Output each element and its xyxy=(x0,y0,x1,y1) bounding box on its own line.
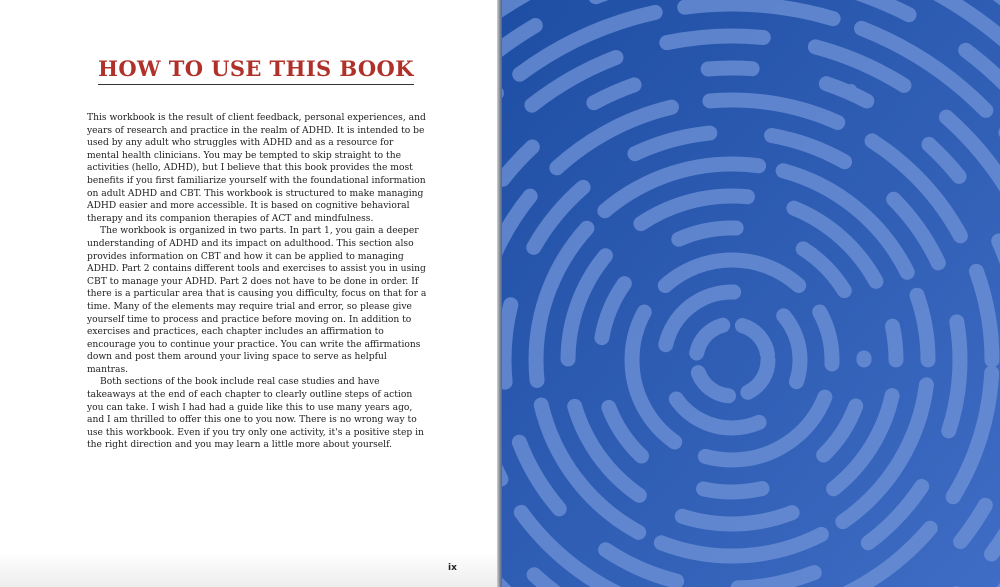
paragraph-1: This workbook is the result of client feedback, personal experiences, and years of research and practice in the realm of ADHD. It is intended to be used by any adult who struggles with ADHD and as a resource for mental health clinicians. You may be tempted to skip straight to the activities (hello, ADHD), but I believe that this book provides the most benefits if you first familiarize yourself with the foundational information on adult ADHD and CBT. This workbook is structured to make managing ADHD easier and more accessible. It is based on cognitive behavioral therapy and its companion therapies of ACT and mindfulness. xyxy=(87,113,426,224)
fingerprint-arc-pattern-icon xyxy=(502,0,1000,587)
pattern-dot xyxy=(845,84,857,96)
body-text xyxy=(87,112,427,452)
right-page-art xyxy=(502,0,1000,587)
paragraph-3: Both sections of the book include real case studies and have takeaways at the end of each chapter to clearly outline steps of action you can take. I wish I had had a guide like this to use many years ago, and I am thrilled to offer this one to you now. There is no wrong way to use this workbook. Even if you try only one activity, it's a positive step in the right direction and you may learn a little more about yourself. xyxy=(87,377,424,451)
page-number: ix xyxy=(448,563,457,573)
page-title: HOW TO USE THIS BOOK xyxy=(98,56,414,85)
title-container xyxy=(0,56,512,85)
paragraph-2: The workbook is organized in two parts. In part 1, you gain a deeper understanding of ADHD and its impact on adulthood. This section also provides information on CBT and how it can be applied to managing ADHD. Part 2 contains different tools and exercises to assist you in using CBT to manage your ADHD. Part 2 does not have to be done in order. If there is a particular area that is causing you difficulty, focus on that for a time. Many of the elements may require trial and error, so please give yourself time to process and practice before moving on. In addition to exercises and practices, each chapter includes an affirmation to encourage you to continue your practice. You can write the affirmations down and post them around your living space to serve as helpful mantras. xyxy=(87,226,427,375)
